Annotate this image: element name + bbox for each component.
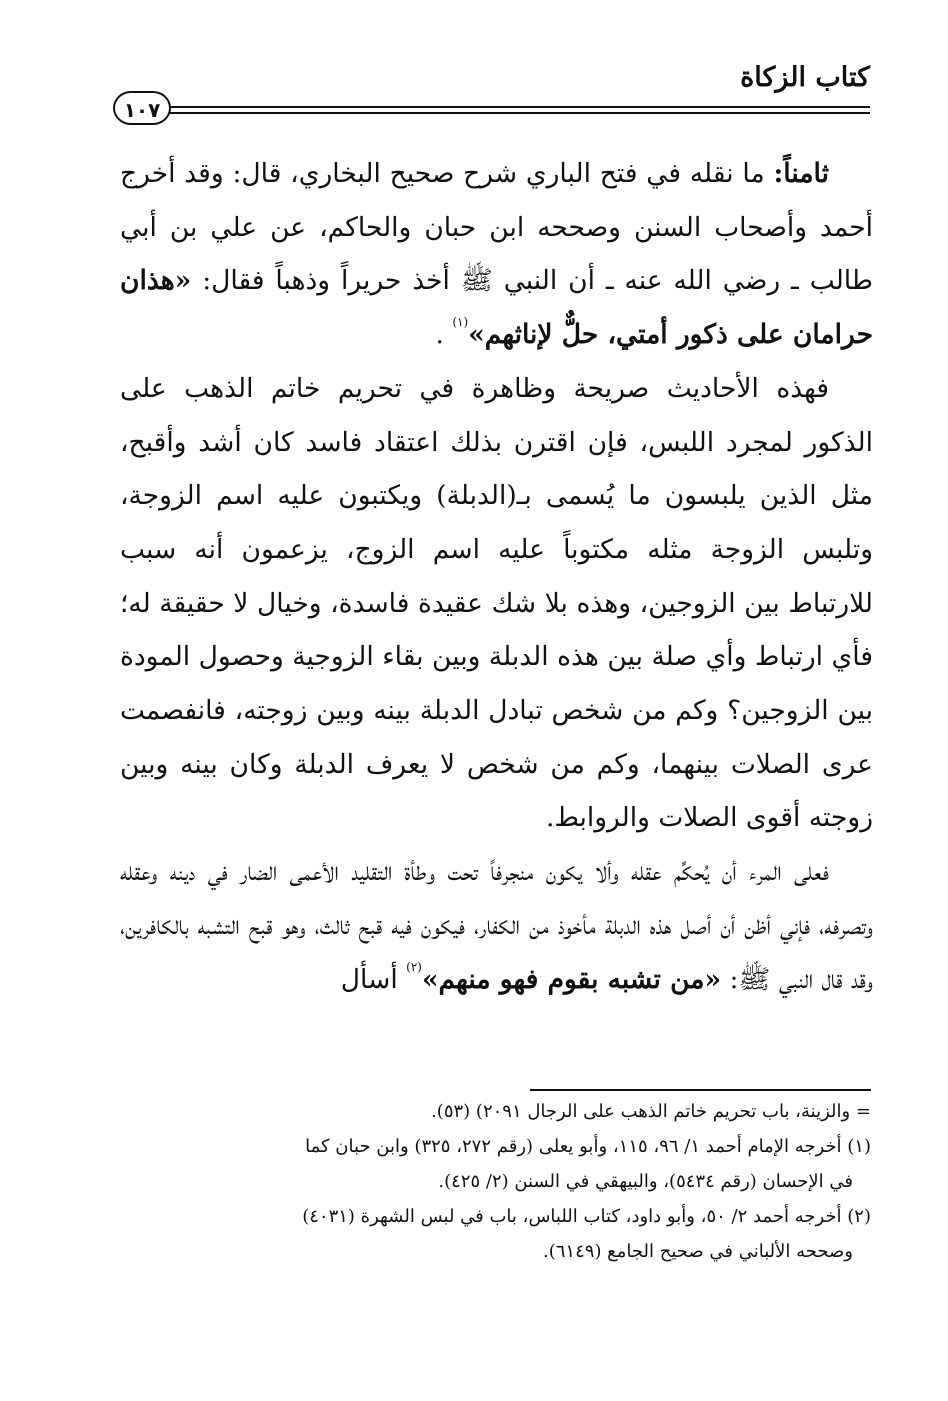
header-rule-bottom (170, 112, 870, 114)
paragraph-1-lead: ثامناً: (773, 158, 829, 189)
paragraph-2: فهذه الأحاديث صريحة وظاهرة في تحريم خاتم الذهب على الذكور لمجرد اللبس، فإن اقترن بذلك اعتقاد فاسد كان أشد وأقبح، مثل الذين يلبسون ما يُسمى بـ(الدبلة) ويكتبون عليه اسم الزوجة، وتلبس الزوجة مثله مكتوباً عليه اسم الزوج، يزعمون أنه سبب للارتباط بين الزوجين، وهذه بلا شك عقيدة فاسدة، وخيال لا حقيقة له؛ فأي ارتباط وأي صلة بين هذه الدبلة وبين بقاء الزوجية وحصول المودة بين الزوجين؟ وكم من شخص تبادل الدبلة بينه وبين زوجته، فانفصمت عرى الصلات بينهما، وكم من شخص لا يعرف الدبلة وكان بينه وبين زوجته أقوى الصلات والروابط. (120, 372, 873, 834)
page-number-badge: ١٠٧ (113, 91, 171, 125)
paragraph-1-end: . (435, 319, 444, 351)
footnote-separator (530, 1089, 871, 1091)
chapter-title: كتاب الزكاة (740, 62, 870, 93)
paragraph-3-end: أسأل (340, 963, 398, 995)
main-text (120, 147, 873, 1006)
footnotes (110, 1094, 871, 1269)
header-rule-top (170, 106, 870, 108)
hadith-quote-2: «من تشبه بقوم فهو منهم» (421, 963, 722, 995)
paragraph-3 (120, 845, 873, 1006)
paragraph-1 (120, 147, 873, 362)
paragraph-1-text: ما نقله في فتح الباري شرح صحيح البخاري، قال: وقد أخرج أحمد وأصحاب السنن وصححه ابن حبان والحاكم، عن علي بن أبي طالب ـ رضي الله عنه ـ أن النبي ﷺ أخذ حريراً وذهباً فقال: (120, 158, 873, 297)
hadith-quote-1: «هذان حرامان على ذكور أمتي، حلٌّ لإناثهم» (120, 265, 873, 351)
paragraph-3-text: فعلى المرء أن يُحكِّم عقله وألا يكون منجرفاً تحت وطأة التقليد الأعمى الضار في دينه وعقله وتصرفه، فإني أظن أن أصل هذه الدبلة مأخوذ من الكفار، فيكون فيه قبح ثالث، وهو قبح التشبه بالكافرين، وقد قال النبي ﷺ: (120, 856, 873, 995)
footnote-1-continued: في الإحسان (رقم ٥٤٣٤)، والبيهقي في السنن (٢/ ٤٢٥). (438, 1171, 853, 1192)
footnote-ref-2: (٢) (406, 959, 422, 974)
footnote-1: (١) أخرجه الإمام أحمد ١/ ٩٦، ١١٥، وأبو يعلى (رقم ٢٧٢، ٣٢٥) وابن حبان كما (305, 1136, 871, 1157)
footnote-continuation: = والزينة، باب تحريم خاتم الذهب على الرجال ٢٠٩١) (٥٣). (431, 1101, 871, 1122)
footnote-2: (٢) أخرجه أحمد ٢/ ٥٠، وأبو داود، كتاب اللباس، باب في لبس الشهرة (٤٠٣١) (302, 1206, 871, 1227)
footnote-ref-1: (١) (452, 315, 469, 330)
footnote-2-continued: وصححه الألباني في صحيح الجامع (٦١٤٩). (543, 1241, 853, 1262)
